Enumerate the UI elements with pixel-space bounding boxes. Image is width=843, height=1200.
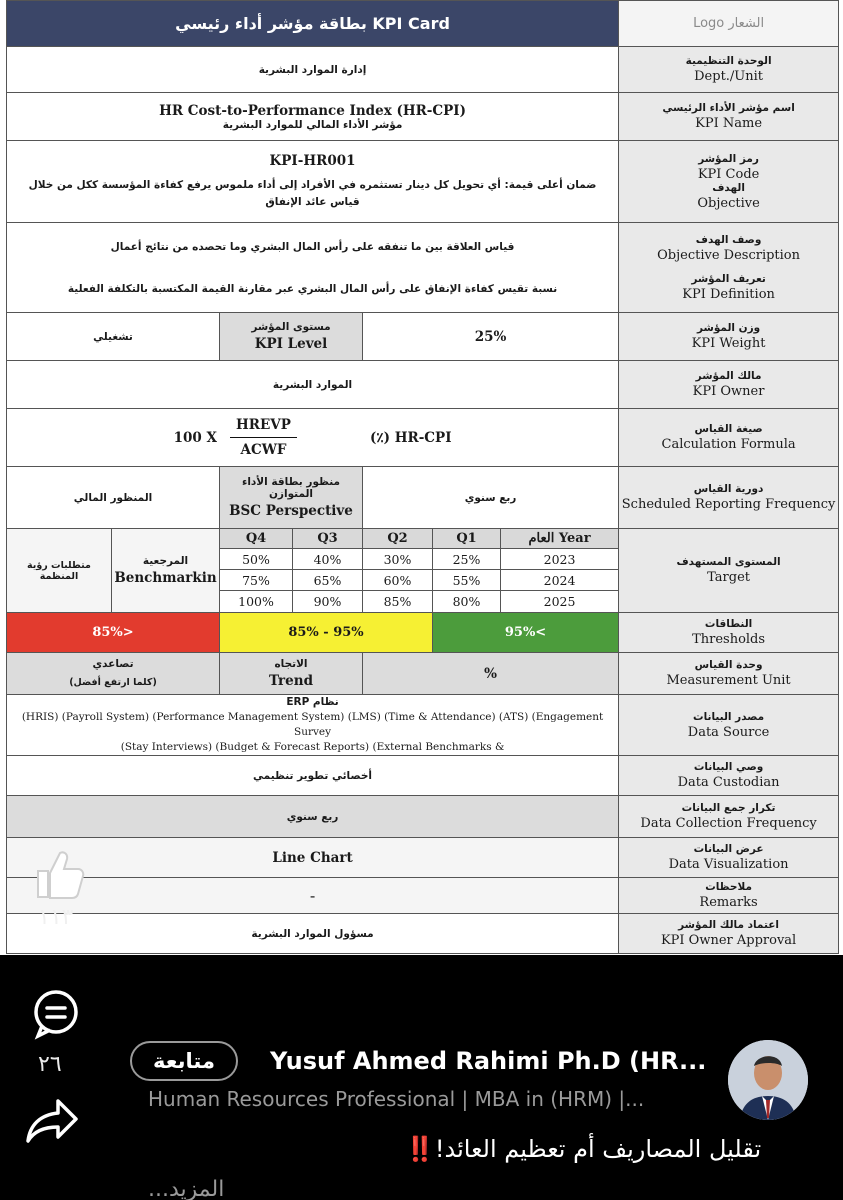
formula-multiplier: 100 X <box>173 430 217 446</box>
data-source-value: نظام ERP (HRIS) (Payroll System) (Performance Management System) (LMS) (Time & Attendance) (ATS) (Engagement Survey (Stay Interviews) (Budget & Forecast Reports) (External Benchmarks & <box>7 695 619 756</box>
target-cell: 75% <box>220 570 293 591</box>
target-header-q3: Q3 <box>293 529 363 549</box>
approval-value: مسؤول الموارد البشرية <box>7 914 619 954</box>
target-year: 2024 <box>501 570 619 591</box>
benchmark-label: المرجعية Benchmarkin <box>112 529 220 613</box>
target-cell: 60% <box>363 570 433 591</box>
collection-label: تكرار جمع البيانات Data Collection Frequency <box>619 796 839 838</box>
formula-lhs: (٪) HR-CPI <box>370 430 452 446</box>
visualization-value: Line Chart <box>7 838 619 878</box>
target-cell: 80% <box>433 591 501 613</box>
target-cell: 25% <box>433 549 501 570</box>
logo-placeholder: Logo الشعار <box>619 1 839 47</box>
target-cell: 65% <box>293 570 363 591</box>
target-header-q1: Q1 <box>433 529 501 549</box>
remarks-label: ملاحظات Remarks <box>619 878 839 914</box>
comment-icon[interactable] <box>30 988 82 1040</box>
threshold-yellow: 85% - 95% <box>220 613 433 653</box>
visualization-label: عرض البيانات Data Visualization <box>619 838 839 878</box>
description-definition-value: قياس العلاقة بين ما تنفقه على رأس المال البشري وما تحصده من نتائج أعمال نسبة تقيس كفاءة الإنفاق على رأس المال البشري عبر مقارنة القيمة المكتسبة بالتكلفة الفعلية <box>7 223 619 313</box>
target-cell: 30% <box>363 549 433 570</box>
bsc-value: المنظور المالي <box>7 467 220 529</box>
trend-label: الاتجاه Trend <box>220 653 363 695</box>
kpi-weight-label: وزن المؤشر KPI Weight <box>619 313 839 361</box>
kpi-name-label: اسم مؤشر الأداء الرئيسي KPI Name <box>619 93 839 141</box>
approval-label: اعتماد مالك المؤشر KPI Owner Approval <box>619 914 839 954</box>
collection-value: ربع سنوي <box>7 796 619 838</box>
see-more-link[interactable]: المزيد... <box>148 1177 225 1200</box>
formula-fraction: $\frac{\text{HREVP}}{\text{ACWF}}$ <box>230 417 297 458</box>
threshold-red: 85%> <box>7 613 220 653</box>
unit-value: % <box>363 653 619 695</box>
dept-label: الوحدة التنظيمية Dept./Unit <box>619 47 839 93</box>
kpi-name-value: HR Cost-to-Performance Index (HR-CPI) مؤشر الأداء المالي للموارد البشرية <box>7 93 619 141</box>
benchmark-value: متطلبات رؤية المنظمة <box>7 529 112 613</box>
card-title: بطاقة مؤشر أداء رئيسي KPI Card <box>7 1 619 47</box>
formula-label: صيغة القياس Calculation Formula <box>619 409 839 467</box>
threshold-green: 95%< <box>433 613 619 653</box>
target-header-q4: Q4 <box>220 529 293 549</box>
target-cell: 100% <box>220 591 293 613</box>
kpi-owner-value: الموارد البشرية <box>7 361 619 409</box>
unit-label: وحدة القياس Measurement Unit <box>619 653 839 695</box>
formula-value <box>7 409 619 467</box>
custodian-value: أخصائي تطوير تنظيمي <box>7 756 619 796</box>
thresholds-label: النطاقات Thresholds <box>619 613 839 653</box>
target-cell: 50% <box>220 549 293 570</box>
kpi-weight-value: 25% <box>363 313 619 361</box>
description-definition-label: وصف الهدف Objective Description تعريف المؤشر KPI Definition <box>619 223 839 313</box>
target-cell: 55% <box>433 570 501 591</box>
frequency-label: دورية القياس Scheduled Reporting Frequency <box>619 467 839 529</box>
kpi-owner-label: مالك المؤشر KPI Owner <box>619 361 839 409</box>
target-cell: 90% <box>293 591 363 613</box>
avatar[interactable] <box>728 1040 808 1120</box>
author-name[interactable]: Yusuf Ahmed Rahimi Ph.D (HR... <box>270 1047 707 1075</box>
code-objective-label: رمز المؤشر KPI Code الهدف Objective <box>619 141 839 223</box>
target-header-year: العام Year <box>501 529 619 549</box>
remarks-value: - <box>7 878 619 914</box>
target-label: المستوى المستهدف Target <box>619 529 839 613</box>
thumbs-up-icon[interactable] <box>28 843 92 907</box>
trend-value: تصاعدي (كلما ارتفع أفضل) <box>7 653 220 695</box>
target-header-q2: Q2 <box>363 529 433 549</box>
comment-count: ٢٦ <box>38 1052 62 1077</box>
bsc-label: منظور بطاقة الأداء المتوازن BSC Perspective <box>220 467 363 529</box>
kpi-card <box>6 0 839 954</box>
frequency-value: ربع سنوي <box>363 467 619 529</box>
kpi-level-value: تشغيلي <box>7 313 220 361</box>
target-year: 2025 <box>501 591 619 613</box>
code-objective-value: KPI-HR001 ضمان أعلى قيمة: أي تحويل كل دينار تستثمره في الأفراد إلى أداء ملموس يرفع كفاءة المؤسسة ككل من خلال قياس عائد الإنفاق <box>7 141 619 223</box>
author-headline: Human Resources Professional | MBA in (HRM) |... <box>148 1087 645 1111</box>
like-count: ١١٣ <box>38 905 74 930</box>
avatar-image <box>728 1040 808 1120</box>
dept-value: إدارة الموارد البشرية <box>7 47 619 93</box>
custodian-label: وصي البيانات Data Custodian <box>619 756 839 796</box>
target-cell: 40% <box>293 549 363 570</box>
post-text: تقليل المصاريف أم تعظيم العائد!‼️ <box>405 1135 762 1163</box>
share-icon[interactable] <box>24 1095 80 1145</box>
target-year: 2023 <box>501 549 619 570</box>
data-source-label: مصدر البيانات Data Source <box>619 695 839 756</box>
follow-button[interactable]: متابعة <box>130 1041 238 1081</box>
target-cell: 85% <box>363 591 433 613</box>
kpi-level-label: مستوى المؤشر KPI Level <box>220 313 363 361</box>
